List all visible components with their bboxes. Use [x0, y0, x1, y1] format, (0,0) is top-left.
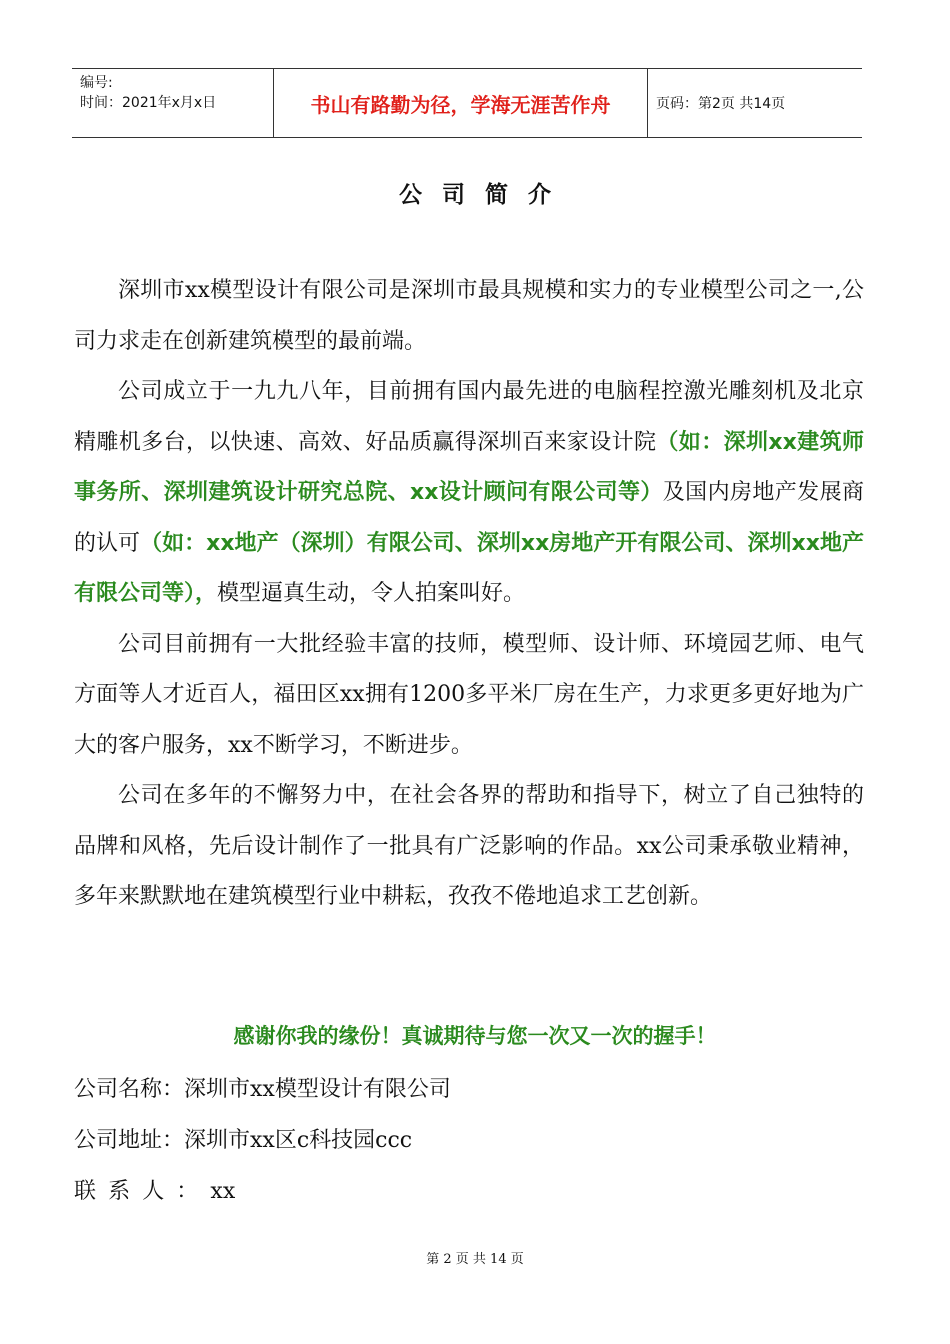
company-name-row: [74, 1072, 451, 1103]
company-address-row: [74, 1123, 412, 1154]
paragraph-2-text: 模型逼真生动，令人拍案叫好。: [217, 581, 526, 606]
paragraph-3: 公司目前拥有一大批经验丰富的技师，模型师、设计师、环境园艺师、电气方面等人才近百人，福田区xx拥有1200多平米厂房在生产，力求更多更好地为广大的客户服务，xx不断学习，不断进步。: [74, 631, 864, 758]
page-footer: 第 2 页 共 14 页: [426, 1252, 524, 1267]
page-header: [72, 68, 862, 138]
developers-list: （如：xx地产（深圳）有限公司、深圳xx房地产开有限公司、深圳xx地产有限公司等），: [74, 530, 864, 606]
company-address-value: 深圳市xx区c科技园ccc: [184, 1128, 413, 1153]
number-label: 编号:: [80, 75, 113, 91]
body-text: [74, 266, 864, 923]
time-label: 时间：2021年x月x日: [80, 95, 217, 111]
header-page-info: 页码：第2页 共14页: [656, 96, 786, 112]
header-meta: [72, 69, 274, 137]
contact-value: xx: [210, 1179, 236, 1204]
header-motto: 书山有路勤为径，学海无涯苦作舟: [274, 69, 648, 137]
paragraph-4: 公司在多年的不懈努力中，在社会各界的帮助和指导下，树立了自己独特的品牌和风格，先后设计制作了一批具有广泛影响的作品。xx公司秉承敬业精神，多年来默默地在建筑模型行业中耕耘，孜孜不倦地追求工艺创新。: [74, 783, 864, 909]
contact-label: 联系人：: [74, 1179, 211, 1204]
company-name-label: 公司名称：: [74, 1077, 185, 1102]
paragraph-1: 深圳市xx模型设计有限公司是深圳市最具规模和实力的专业模型公司之一,公司力求走在创新建筑模型的最前端。: [74, 278, 864, 354]
design-institutes-list: （如：深圳xx建筑师事务所、深圳建筑设计研究总院、xx设计顾问有限公司等）: [74, 429, 864, 505]
paragraph-2-text: 及国内房地产发展商的认可: [74, 480, 864, 556]
page-title: 公司简介: [399, 182, 571, 208]
paragraph-2: [74, 367, 864, 620]
company-address-label: 公司地址：: [74, 1128, 185, 1153]
contact-row: [74, 1174, 235, 1205]
paragraph-2-text: 公司成立于一九九八年，目前拥有国内最先进的电脑程控激光雕刻机及北京精雕机多台，以快速、高效、好品质赢得深圳百来家设计院: [74, 379, 864, 455]
company-name-value: 深圳市xx模型设计有限公司: [184, 1077, 451, 1102]
thanks-line: 感谢你我的缘份！真诚期待与您一次又一次的握手！: [233, 1024, 717, 1048]
